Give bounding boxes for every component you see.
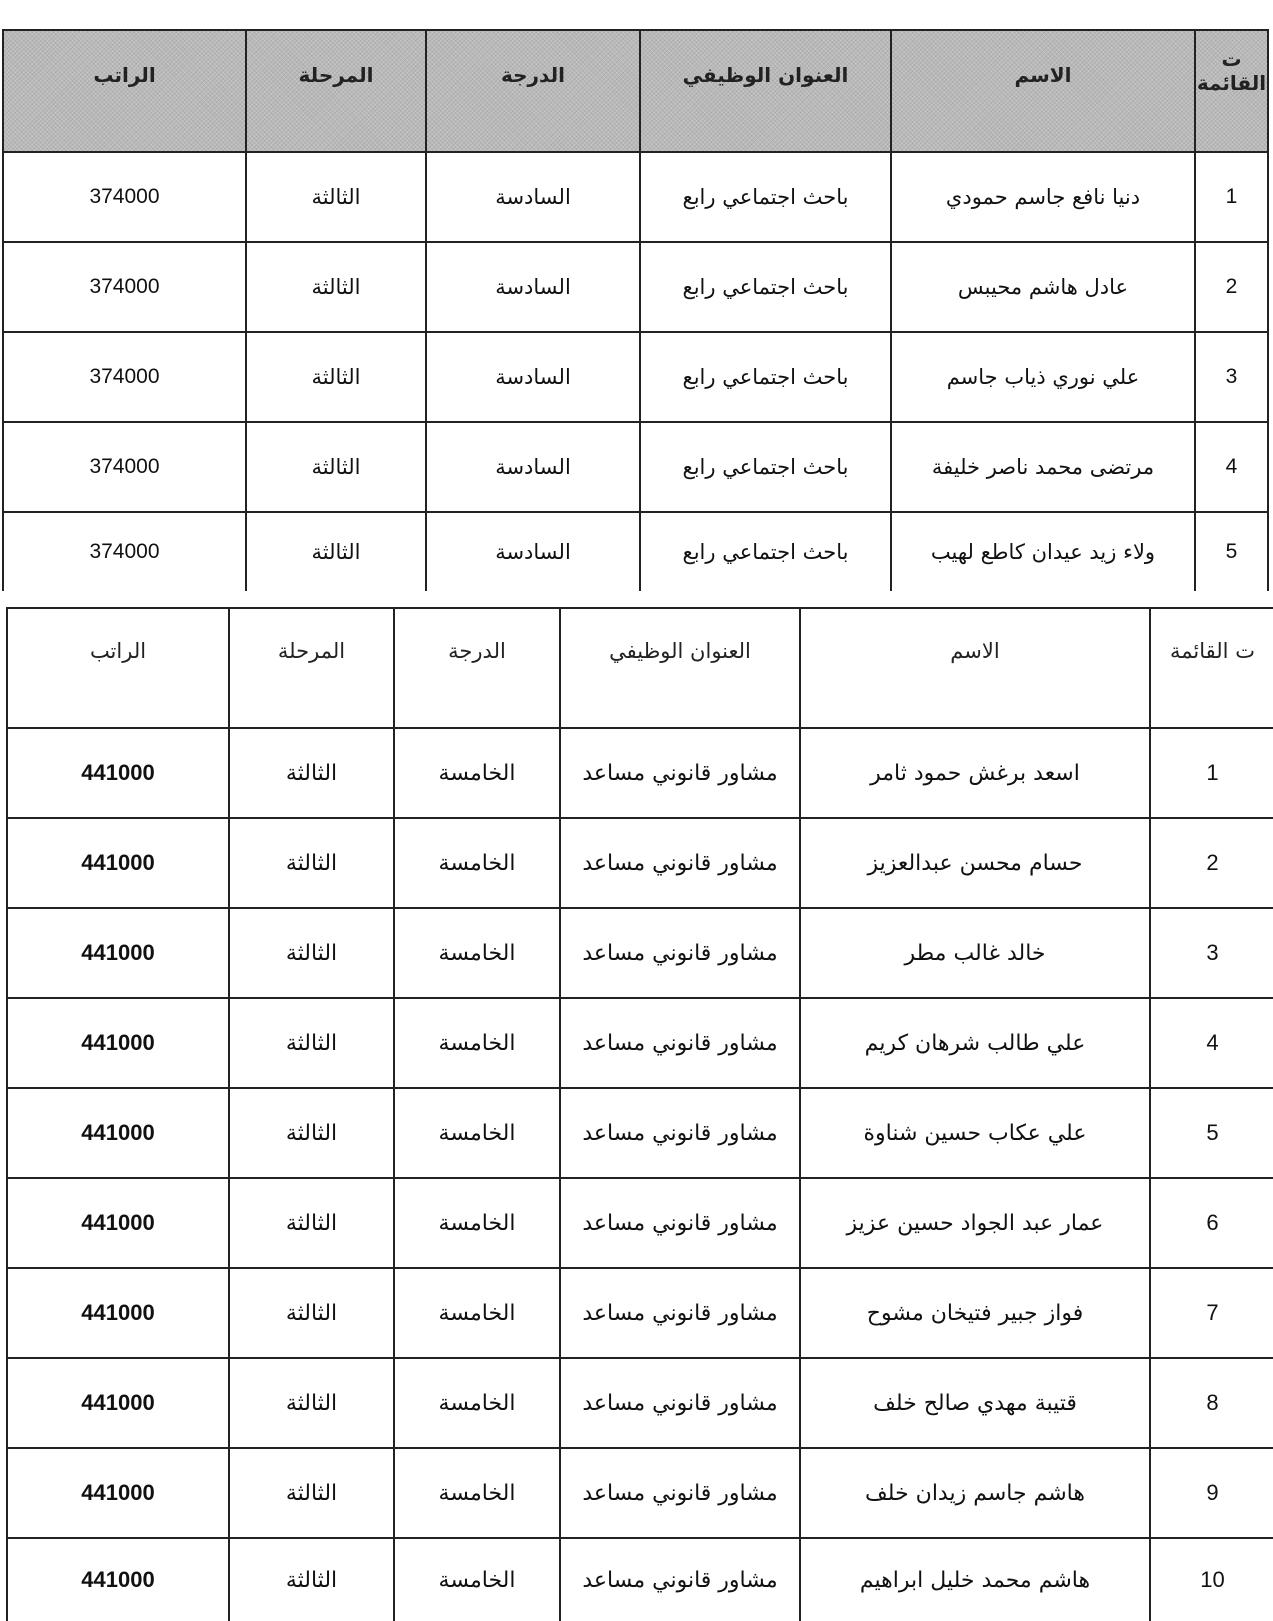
table-row — [3, 242, 1268, 332]
cell-grade: الخامسة — [394, 1358, 560, 1448]
cell-stage: الثالثة — [229, 1178, 394, 1268]
cell-stage: الثالثة — [229, 1538, 394, 1621]
cell-grade: الخامسة — [394, 1268, 560, 1358]
cell-name: علي نوري ذياب جاسم — [891, 332, 1195, 422]
cell-salary: 441000 — [7, 1448, 229, 1538]
cell-index: 2 — [1195, 242, 1268, 332]
cell-salary: 441000 — [7, 1088, 229, 1178]
cell-stage: الثالثة — [229, 1268, 394, 1358]
cell-salary: 441000 — [7, 1358, 229, 1448]
table-row — [3, 422, 1268, 512]
cell-grade: السادسة — [426, 242, 640, 332]
cell-stage: الثالثة — [229, 908, 394, 998]
cell-name: هاشم محمد خليل ابراهيم — [800, 1538, 1150, 1621]
cell-index: 9 — [1150, 1448, 1273, 1538]
cell-job-title: مشاور قانوني مساعد — [560, 1358, 800, 1448]
table-row — [7, 728, 1273, 818]
cell-index: 5 — [1195, 512, 1268, 591]
cell-name: خالد غالب مطر — [800, 908, 1150, 998]
cell-salary: 441000 — [7, 1538, 229, 1621]
cell-name: عادل هاشم محيبس — [891, 242, 1195, 332]
cell-stage: الثالثة — [246, 422, 426, 512]
cell-job-title: مشاور قانوني مساعد — [560, 1178, 800, 1268]
cell-index: 3 — [1195, 332, 1268, 422]
table-row — [3, 332, 1268, 422]
table-row — [7, 1178, 1273, 1268]
cell-stage: الثالثة — [229, 728, 394, 818]
cell-salary: 441000 — [7, 908, 229, 998]
cell-grade: السادسة — [426, 332, 640, 422]
table-row — [3, 512, 1268, 591]
cell-grade: الخامسة — [394, 1538, 560, 1621]
table-row — [7, 1448, 1273, 1538]
cell-job-title: باحث اجتماعي رابع — [640, 512, 891, 591]
cell-name: فواز جبير فتيخان مشوح — [800, 1268, 1150, 1358]
cell-salary: 441000 — [7, 998, 229, 1088]
cell-job-title: مشاور قانوني مساعد — [560, 908, 800, 998]
cell-index: 10 — [1150, 1538, 1273, 1621]
cell-grade: السادسة — [426, 152, 640, 242]
cell-name: ولاء زيد عيدان كاطع لهيب — [891, 512, 1195, 591]
column-header-grade: الدرجة — [426, 30, 640, 152]
cell-grade: الخامسة — [394, 818, 560, 908]
cell-salary: 374000 — [3, 242, 246, 332]
cell-grade: السادسة — [426, 512, 640, 591]
cell-job-title: باحث اجتماعي رابع — [640, 242, 891, 332]
cell-job-title: باحث اجتماعي رابع — [640, 332, 891, 422]
table-header-row — [7, 608, 1273, 728]
cell-grade: السادسة — [426, 422, 640, 512]
cell-name: حسام محسن عبدالعزيز — [800, 818, 1150, 908]
cell-salary: 374000 — [3, 422, 246, 512]
cell-name: قتيبة مهدي صالح خلف — [800, 1358, 1150, 1448]
column-header-salary: الراتب — [7, 608, 229, 728]
cell-job-title: باحث اجتماعي رابع — [640, 422, 891, 512]
cell-grade: الخامسة — [394, 1178, 560, 1268]
cell-index: 1 — [1150, 728, 1273, 818]
cell-job-title: مشاور قانوني مساعد — [560, 1538, 800, 1621]
cell-salary: 441000 — [7, 1268, 229, 1358]
cell-salary: 441000 — [7, 818, 229, 908]
table-row — [7, 818, 1273, 908]
cell-grade: الخامسة — [394, 908, 560, 998]
table-row — [7, 998, 1273, 1088]
cell-name: عمار عبد الجواد حسين عزيز — [800, 1178, 1150, 1268]
column-header-job-title: العنوان الوظيفي — [560, 608, 800, 728]
table-row — [7, 1088, 1273, 1178]
table-header-row — [3, 30, 1268, 152]
cell-stage: الثالثة — [246, 512, 426, 591]
cell-salary: 441000 — [7, 728, 229, 818]
cell-stage: الثالثة — [229, 998, 394, 1088]
cell-stage: الثالثة — [246, 152, 426, 242]
employee-table-social-researchers — [2, 29, 1269, 591]
cell-job-title: مشاور قانوني مساعد — [560, 998, 800, 1088]
column-header-name: الاسم — [891, 30, 1195, 152]
cell-salary: 374000 — [3, 152, 246, 242]
cell-job-title: مشاور قانوني مساعد — [560, 818, 800, 908]
cell-index: 3 — [1150, 908, 1273, 998]
cell-name: علي طالب شرهان كريم — [800, 998, 1150, 1088]
cell-name: علي عكاب حسين شناوة — [800, 1088, 1150, 1178]
cell-job-title: باحث اجتماعي رابع — [640, 152, 891, 242]
cell-name: مرتضى محمد ناصر خليفة — [891, 422, 1195, 512]
employee-table-legal-advisors — [6, 607, 1273, 1621]
cell-index: 1 — [1195, 152, 1268, 242]
table-row — [7, 908, 1273, 998]
cell-grade: الخامسة — [394, 1088, 560, 1178]
cell-salary: 374000 — [3, 512, 246, 591]
cell-stage: الثالثة — [246, 242, 426, 332]
cell-stage: الثالثة — [229, 1448, 394, 1538]
cell-grade: الخامسة — [394, 728, 560, 818]
cell-stage: الثالثة — [229, 818, 394, 908]
cell-index: 7 — [1150, 1268, 1273, 1358]
cell-salary: 374000 — [3, 332, 246, 422]
cell-index: 6 — [1150, 1178, 1273, 1268]
table-row — [3, 152, 1268, 242]
table-row — [7, 1358, 1273, 1448]
column-header-salary: الراتب — [3, 30, 246, 152]
cell-salary: 441000 — [7, 1178, 229, 1268]
column-header-name: الاسم — [800, 608, 1150, 728]
cell-index: 5 — [1150, 1088, 1273, 1178]
cell-grade: الخامسة — [394, 1448, 560, 1538]
table-row — [7, 1538, 1273, 1621]
cell-stage: الثالثة — [229, 1358, 394, 1448]
cell-name: اسعد برغش حمود ثامر — [800, 728, 1150, 818]
cell-job-title: مشاور قانوني مساعد — [560, 1268, 800, 1358]
column-header-grade: الدرجة — [394, 608, 560, 728]
column-header-index: ت القائمة — [1195, 30, 1268, 152]
column-header-job-title: العنوان الوظيفي — [640, 30, 891, 152]
cell-job-title: مشاور قانوني مساعد — [560, 1088, 800, 1178]
cell-stage: الثالثة — [229, 1088, 394, 1178]
cell-index: 2 — [1150, 818, 1273, 908]
cell-index: 8 — [1150, 1358, 1273, 1448]
cell-name: دنيا نافع جاسم حمودي — [891, 152, 1195, 242]
cell-index: 4 — [1150, 998, 1273, 1088]
column-header-stage: المرحلة — [229, 608, 394, 728]
cell-index: 4 — [1195, 422, 1268, 512]
column-header-index: ت القائمة — [1150, 608, 1273, 728]
cell-grade: الخامسة — [394, 998, 560, 1088]
cell-job-title: مشاور قانوني مساعد — [560, 728, 800, 818]
cell-stage: الثالثة — [246, 332, 426, 422]
table-row — [7, 1268, 1273, 1358]
column-header-stage: المرحلة — [246, 30, 426, 152]
cell-name: هاشم جاسم زيدان خلف — [800, 1448, 1150, 1538]
cell-job-title: مشاور قانوني مساعد — [560, 1448, 800, 1538]
